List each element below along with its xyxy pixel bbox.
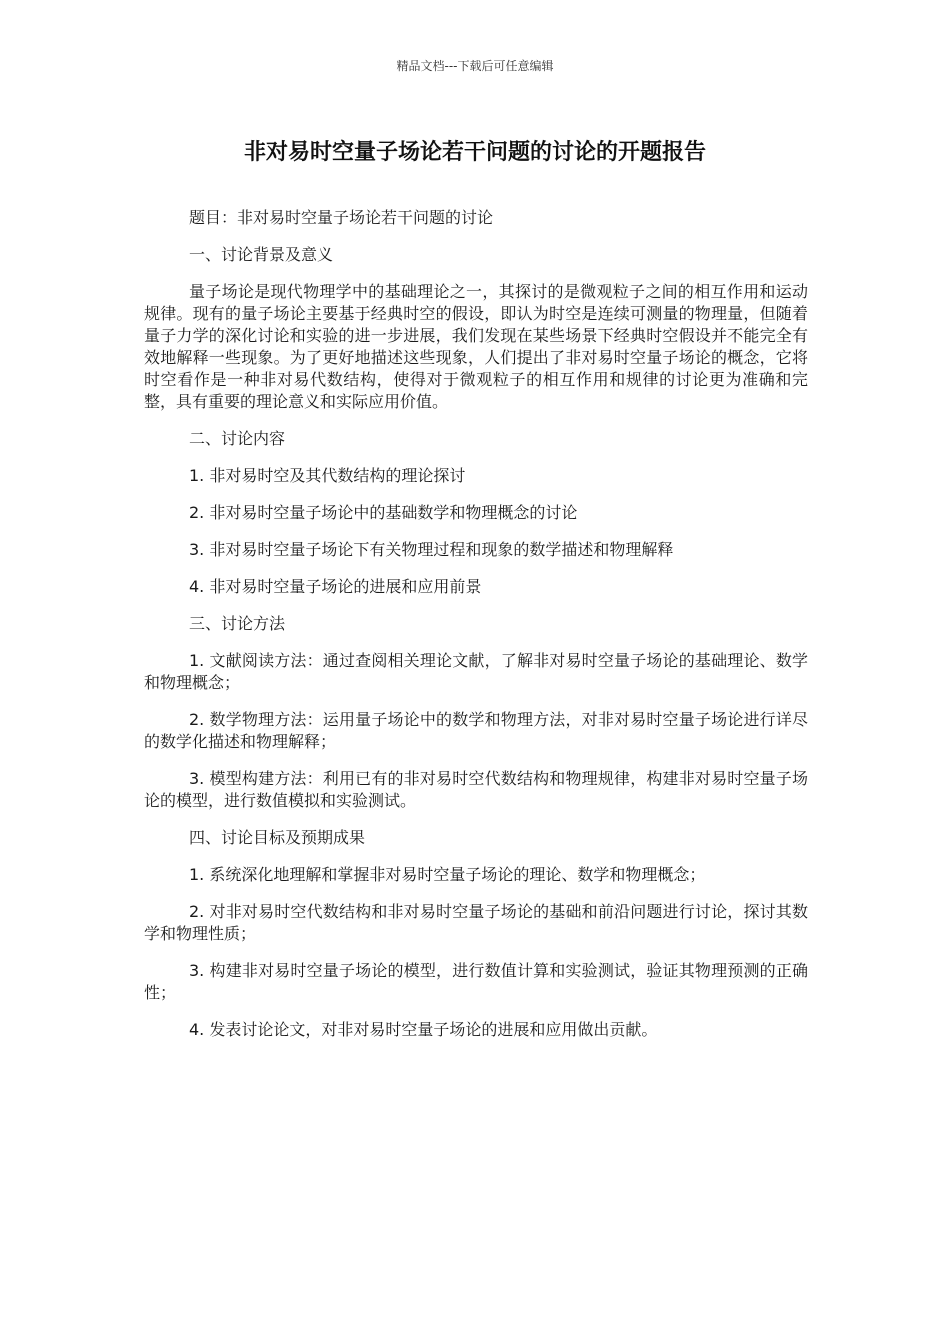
content-item-3: 3. 非对易时空量子场论下有关物理过程和现象的数学描述和物理解释 bbox=[189, 540, 674, 559]
topic-line: 题目：非对易时空量子场论若干问题的讨论 bbox=[189, 208, 494, 227]
content-item-4: 4. 非对易时空量子场论的进展和应用前景 bbox=[189, 577, 482, 596]
method-item-3: 3. 模型构建方法：利用已有的非对易时空代数结构和物理规律，构建非对易时空量子场论的模型，进行数值模拟和实验测试。 bbox=[144, 769, 808, 810]
goal-item-4: 4. 发表讨论论文，对非对易时空量子场论的进展和应用做出贡献。 bbox=[189, 1020, 658, 1039]
background-paragraph: 量子场论是现代物理学中的基础理论之一，其探讨的是微观粒子之间的相互作用和运动规律。现有的量子场论主要基于经典时空的假设，即认为时空是连续可测量的物理量，但随着量子力学的深化讨论和实验的进一步进展，我们发现在某些场景下经典时空假设并不能完全有效地解释一些现象。为了更好地描述这些现象，人们提出了非对易时空量子场论的概念，它将时空看作是一种非对易代数结构，使得对于微观粒子的相互作用和规律的讨论更为准确和完整，具有重要的理论意义和实际应用价值。 bbox=[144, 282, 808, 411]
method-item-1: 1. 文献阅读方法：通过查阅相关理论文献，了解非对易时空量子场论的基础理论、数学和物理概念； bbox=[144, 651, 808, 692]
goal-item-3: 3. 构建非对易时空量子场论的模型，进行数值计算和实验测试，验证其物理预测的正确性； bbox=[144, 961, 808, 1002]
section-heading-methods: 三、讨论方法 bbox=[189, 614, 286, 633]
document-title: 非对易时空量子场论若干问题的讨论的开题报告 bbox=[243, 140, 706, 165]
content-item-2: 2. 非对易时空量子场论中的基础数学和物理概念的讨论 bbox=[189, 503, 578, 522]
section-heading-background: 一、讨论背景及意义 bbox=[189, 245, 334, 264]
goal-item-2: 2. 对非对易时空代数结构和非对易时空量子场论的基础和前沿问题进行讨论，探讨其数学和物理性质； bbox=[144, 902, 808, 943]
content-item-1: 1. 非对易时空及其代数结构的理论探讨 bbox=[189, 466, 466, 485]
section-heading-content: 二、讨论内容 bbox=[189, 429, 286, 448]
method-item-2: 2. 数学物理方法：运用量子场论中的数学和物理方法，对非对易时空量子场论进行详尽的数学化描述和物理解释； bbox=[144, 710, 808, 751]
goal-item-1: 1. 系统深化地理解和掌握非对易时空量子场论的理论、数学和物理概念； bbox=[189, 865, 706, 884]
document-body bbox=[144, 207, 808, 1056]
section-heading-goals: 四、讨论目标及预期成果 bbox=[189, 828, 366, 847]
header-note: 精品文档---下载后可任意编辑 bbox=[396, 59, 554, 73]
